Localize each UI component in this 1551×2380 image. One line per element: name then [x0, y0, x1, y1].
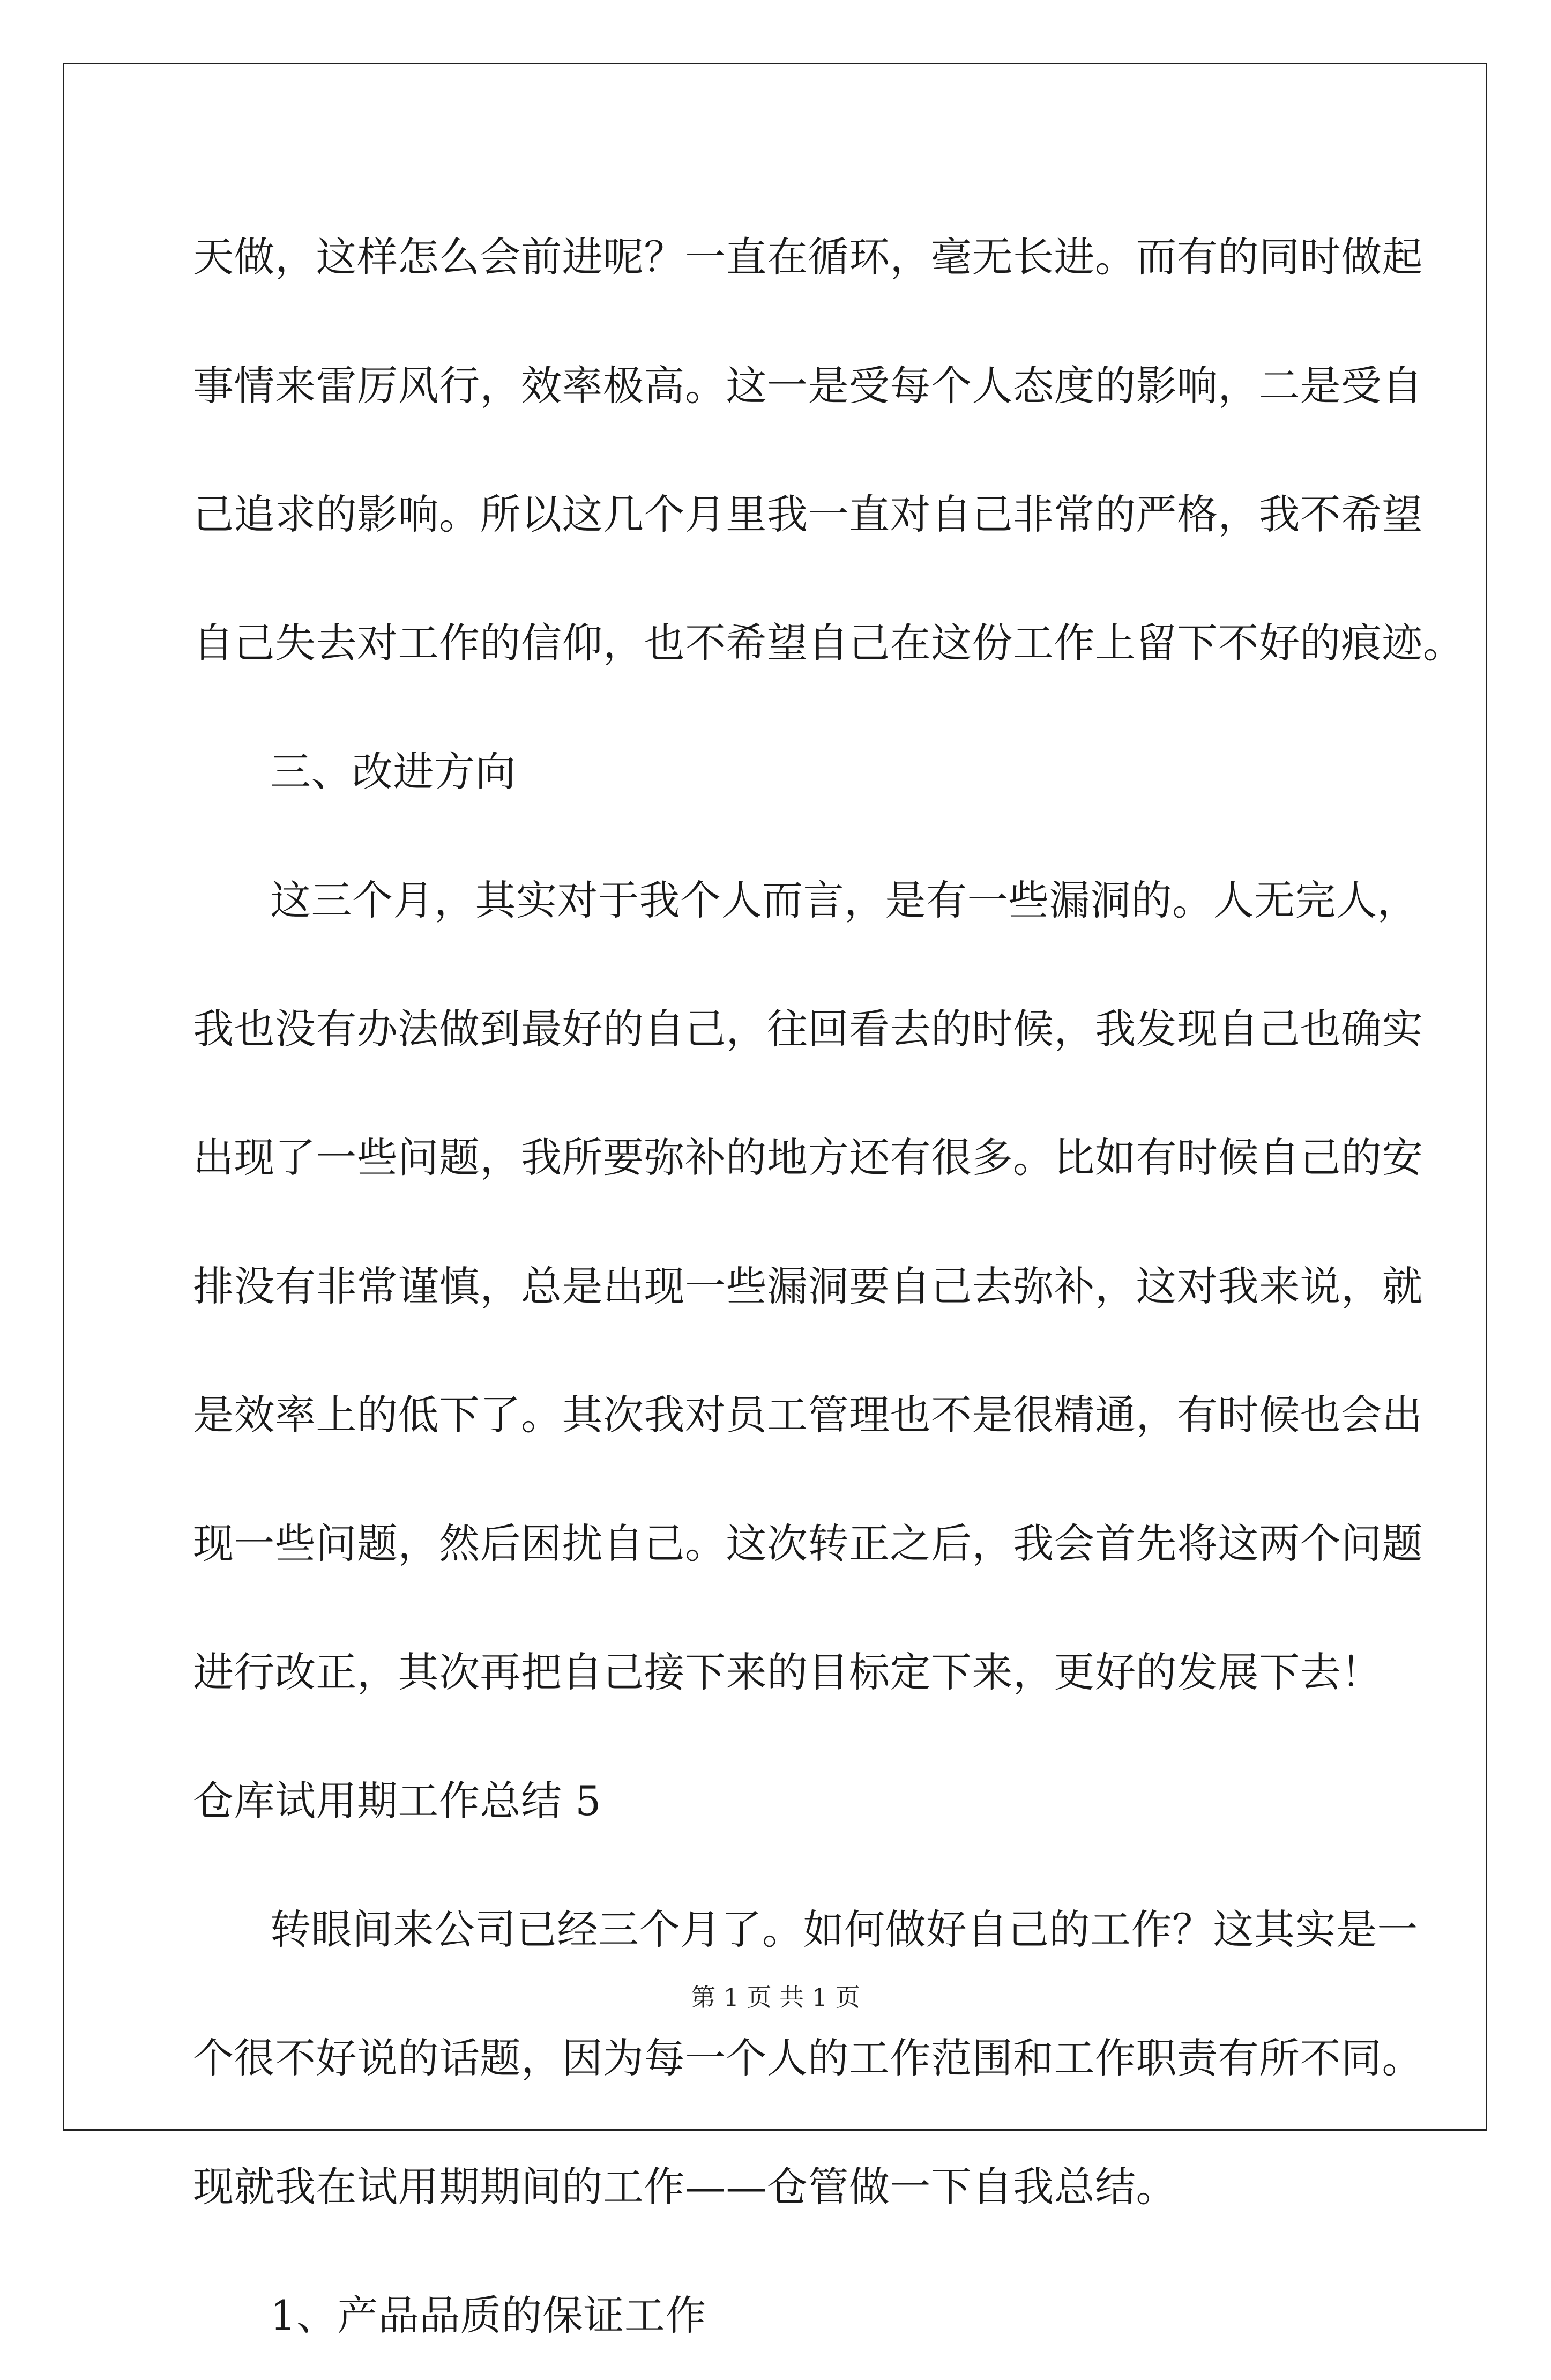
- text-line: 转眼间来公司已经三个月了。如何做好自己的工作？这其实是一: [270, 1906, 1418, 1953]
- text-line: 这三个月，其实对于我个人而言，是有一些漏洞的。人无完人，: [270, 876, 1418, 924]
- document-body: [193, 193, 1464, 2380]
- text-line: 出现了一些问题，我所要弥补的地方还有很多。比如有时候自己的安: [193, 1134, 1423, 1181]
- text-line: 自己失去对工作的信仰，也不希望自己在这份工作上留下不好的痕迹。: [193, 619, 1464, 667]
- text-line: 现一些问题，然后困扰自己。这次转正之后，我会首先将这两个问题: [193, 1520, 1423, 1567]
- section-heading: 1、产品品质的保证工作: [270, 2292, 706, 2339]
- text-line: 个很不好说的话题，因为每一个人的工作范围和工作职责有所不同。: [193, 2034, 1423, 2082]
- text-line: 进行改正，其次再把自己接下来的目标定下来，更好的发展下去！: [193, 1648, 1382, 1696]
- document-title: 仓库试用期工作总结 5: [193, 1777, 602, 1825]
- text-line: 排没有非常谨慎，总是出现一些漏洞要自己去弥补，这对我来说，就: [193, 1262, 1423, 1310]
- page-footer: 第 1 页 共 1 页: [691, 1983, 860, 2012]
- text-line: 己追求的影响。所以这几个月里我一直对自己非常的严格，我不希望: [193, 490, 1423, 538]
- section-heading: 三、改进方向: [270, 748, 516, 795]
- text-line: 我也没有办法做到最好的自己，往回看去的时候，我发现自己也确实: [193, 1005, 1423, 1053]
- text-line: 现就我在试用期期间的工作——仓管做一下自我总结。: [193, 2163, 1177, 2211]
- text-line: 是效率上的低下了。其次我对员工管理也不是很精通，有时候也会出: [193, 1391, 1423, 1439]
- text-line: 事情来雷厉风行，效率极高。这一是受每个人态度的影响，二是受自: [193, 362, 1423, 410]
- text-line: 天做，这样怎么会前进呢？一直在循环，毫无长进。而有的同时做起: [193, 233, 1423, 281]
